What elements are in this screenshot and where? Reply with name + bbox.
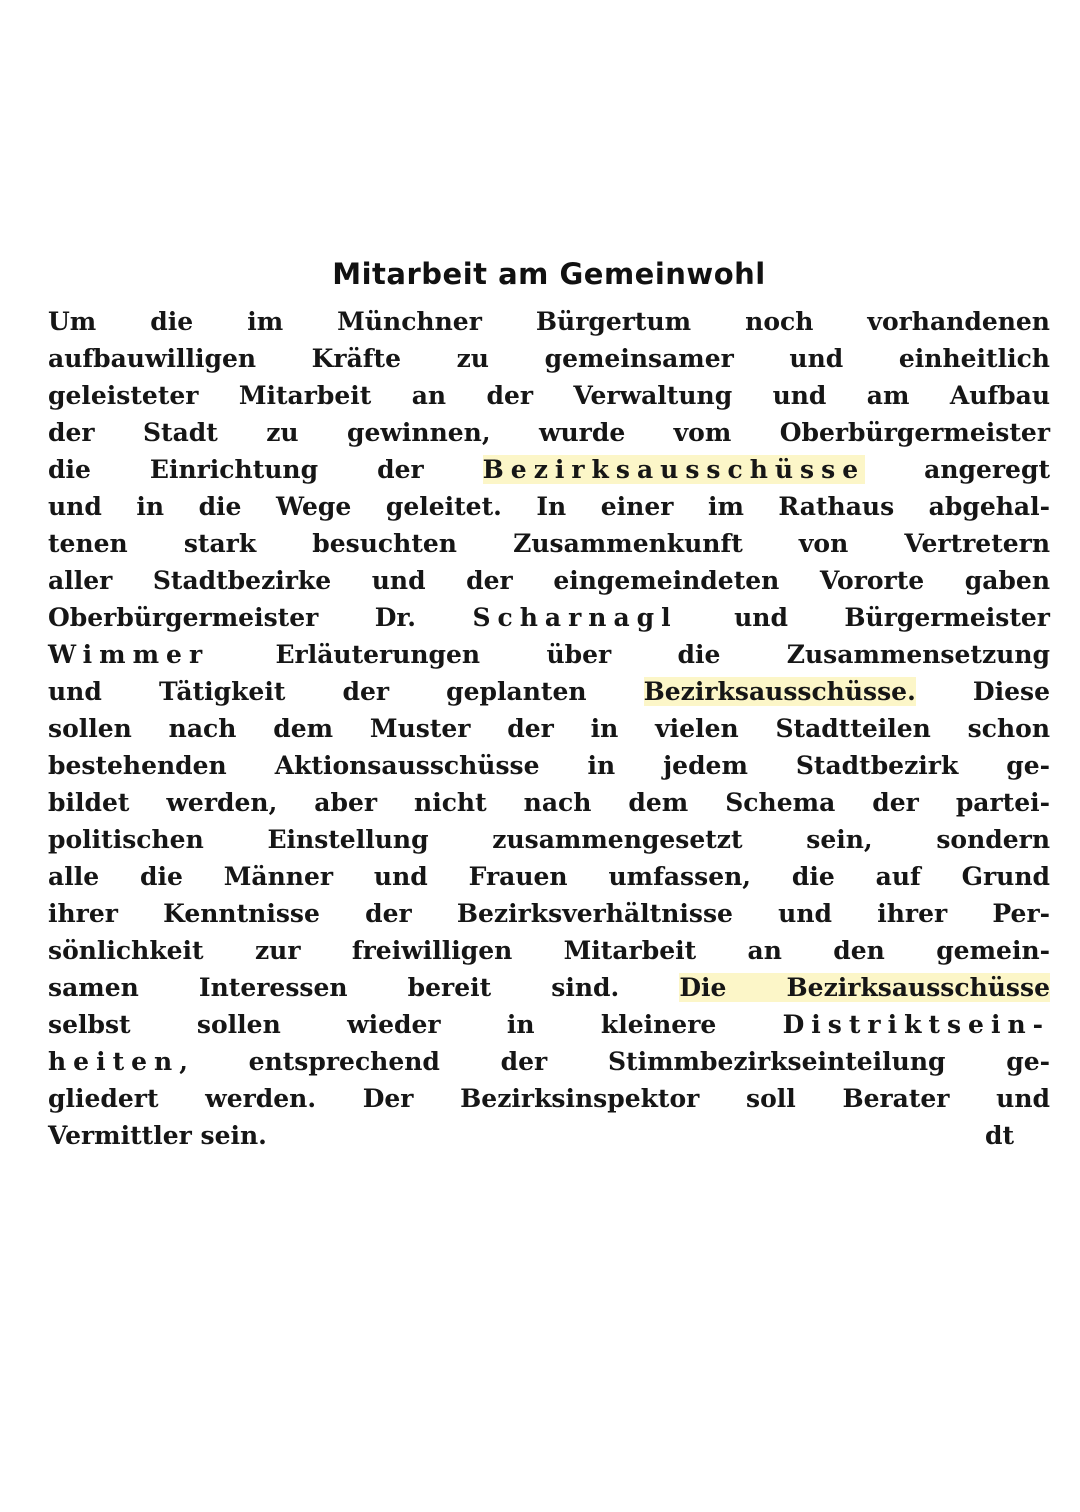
line-text: bestehenden Aktionsausschüsse in jedem Stadtbezirk ge-	[48, 751, 1050, 780]
article-body	[48, 303, 1050, 1154]
line-text: selbst sollen wieder in kleinere	[48, 1010, 783, 1039]
article-line-21	[48, 1043, 1050, 1080]
article-line-7	[48, 525, 1050, 562]
line-text: und Bürgermeister	[677, 603, 1050, 632]
line-text: und in die Wege geleitet. In einer im Rathaus abgehal-	[48, 492, 1050, 521]
article-line-14	[48, 784, 1050, 821]
article-line-22	[48, 1080, 1050, 1117]
article-line-17	[48, 895, 1050, 932]
article-line-10	[48, 636, 1050, 673]
article-line-8	[48, 562, 1050, 599]
spaced-term: heiten	[48, 1047, 180, 1076]
article-line-23	[48, 1117, 1050, 1154]
line-text: samen Interessen bereit sind.	[48, 973, 680, 1002]
line-text: angeregt	[865, 455, 1050, 484]
article-line-1	[48, 303, 1050, 340]
spaced-term: Distriktsein-	[782, 1010, 1050, 1039]
article-line-16	[48, 858, 1050, 895]
article-headline: Mitarbeit am Gemeinwohl	[332, 257, 766, 291]
highlighted-term: Bezirksausschüsse.	[643, 677, 916, 706]
line-text: sönlichkeit zur freiwilligen Mitarbeit an den gemein-	[48, 936, 1050, 965]
article-line-11	[48, 673, 1050, 710]
article-line-15	[48, 821, 1050, 858]
article-line-4	[48, 414, 1050, 451]
spaced-name: Wimmer	[48, 640, 210, 669]
line-text: ihrer Kenntnisse der Bezirksverhältnisse und ihrer Per-	[48, 899, 1050, 928]
line-text: geleisteter Mitarbeit an der Verwaltung und am Aufbau	[48, 381, 1050, 410]
article-line-6	[48, 488, 1050, 525]
highlighted-term: Bezirksausschüsse	[482, 455, 866, 484]
line-text: Oberbürgermeister Dr.	[48, 603, 473, 632]
article-line-20	[48, 1006, 1050, 1043]
line-text: , entsprechend der Stimmbezirkseinteilung ge-	[179, 1047, 1050, 1076]
line-text: bildet werden, aber nicht nach dem Schema der partei-	[48, 788, 1050, 817]
line-text: Um die im Münchner Bürgertum noch vorhandenen	[48, 307, 1050, 336]
line-text: aufbauwilligen Kräfte zu gemeinsamer und einheitlich	[48, 344, 1050, 373]
spaced-name: Scharnagl	[472, 603, 678, 632]
article-line-19	[48, 969, 1050, 1006]
line-text: gliedert werden. Der Bezirksinspektor soll Berater und	[48, 1084, 1050, 1113]
line-text: aller Stadtbezirke und der eingemeindeten Vororte gaben	[48, 566, 1050, 595]
article-line-9	[48, 599, 1050, 636]
line-text: und Tätigkeit der geplanten	[48, 677, 644, 706]
line-text: politischen Einstellung zusammengesetzt sein, sondern	[48, 825, 1050, 854]
line-text: der Stadt zu gewinnen, wurde vom Oberbürgermeister	[48, 418, 1050, 447]
article-line-18	[48, 932, 1050, 969]
newspaper-clipping	[48, 252, 1050, 1154]
line-text: Diese	[915, 677, 1050, 706]
line-text: alle die Männer und Frauen umfassen, die auf Grund	[48, 862, 1050, 891]
highlighted-term: Die Bezirksausschüsse	[679, 973, 1050, 1002]
article-line-2	[48, 340, 1050, 377]
line-text: Erläuterungen über die Zusammensetzung	[209, 640, 1050, 669]
article-line-5	[48, 451, 1050, 488]
article-line-3	[48, 377, 1050, 414]
line-text: tenen stark besuchten Zusammenkunft von Vertretern	[48, 529, 1050, 558]
article-line-12	[48, 710, 1050, 747]
line-text: sollen nach dem Muster der in vielen Stadtteilen schon	[48, 714, 1050, 743]
author-signature: dt	[984, 1121, 1014, 1150]
line-text: Vermittler sein.	[48, 1121, 267, 1150]
article-line-13	[48, 747, 1050, 784]
line-text: die Einrichtung der	[48, 455, 483, 484]
